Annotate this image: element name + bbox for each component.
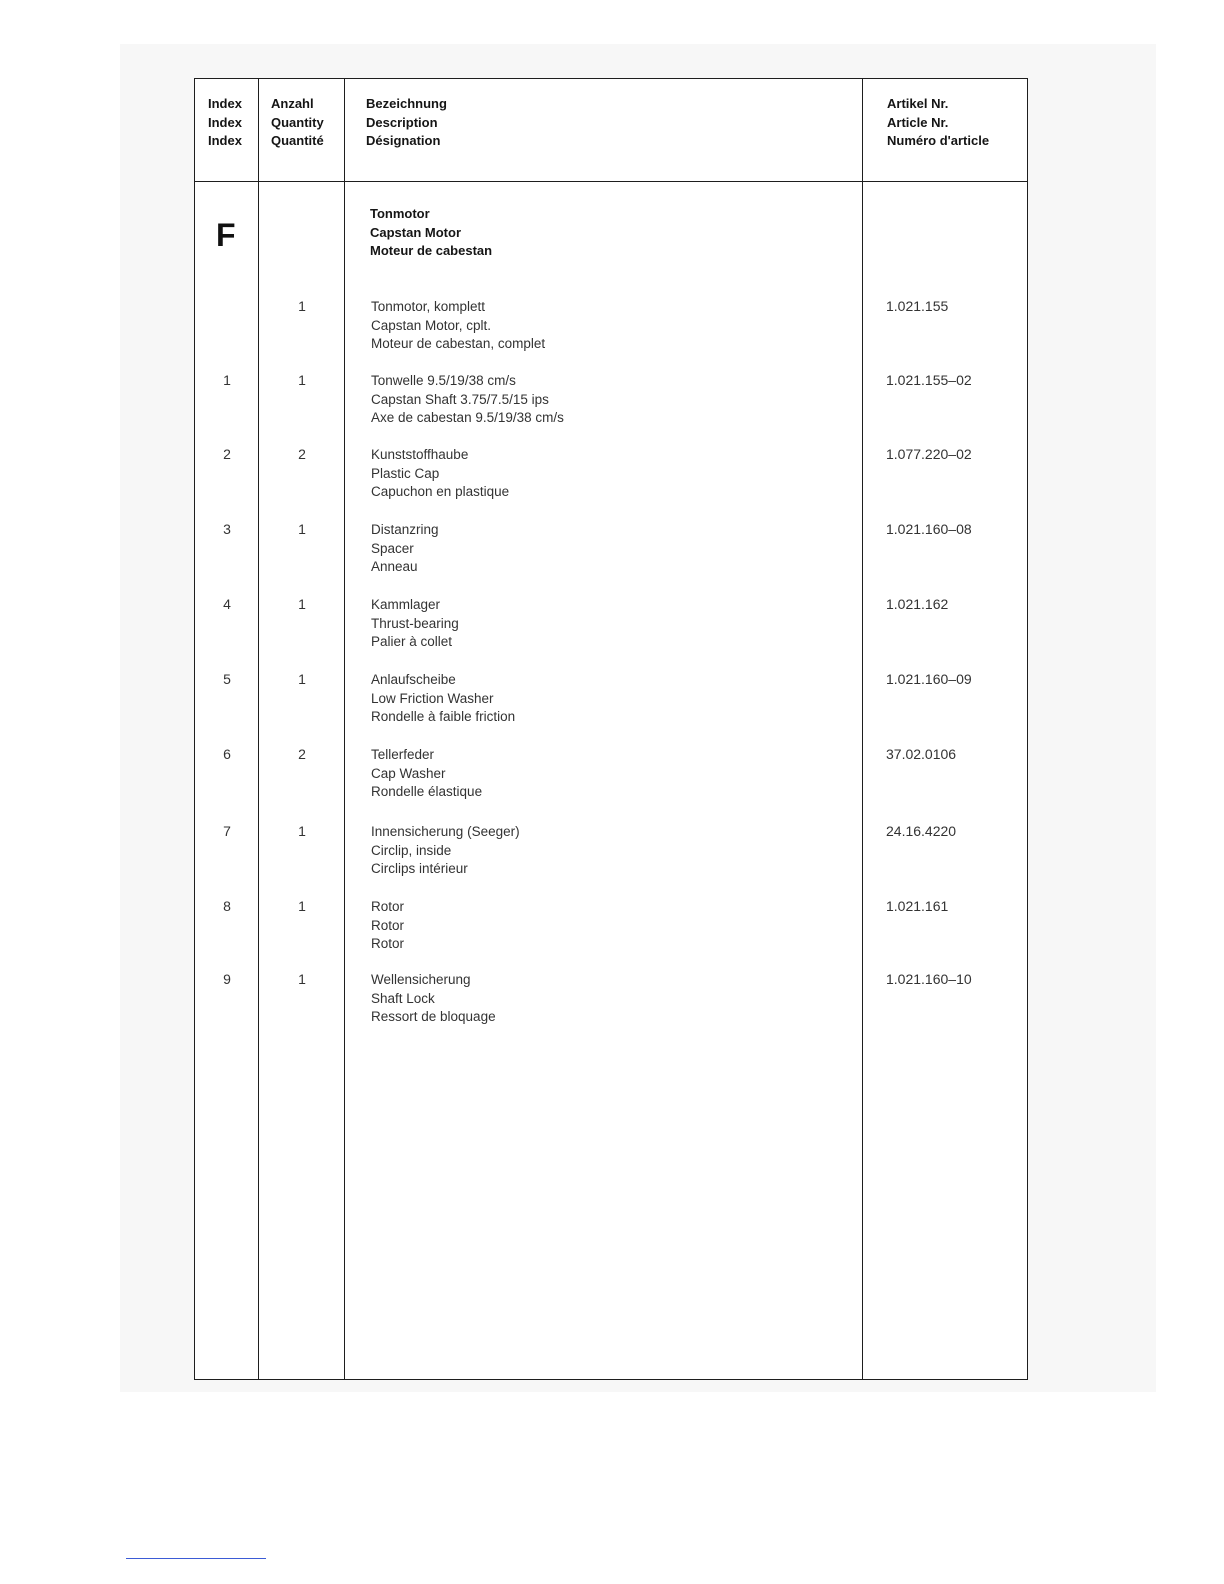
row-description-en: Capstan Shaft 3.75/7.5/15 ips — [371, 391, 549, 407]
header-index-fr: Index — [208, 133, 242, 148]
header-quantity-en: Quantity — [271, 114, 324, 130]
row-index: 6 — [223, 746, 231, 762]
row-description-fr: Circlips intérieur — [371, 861, 468, 876]
row-description-en: Cap Washer — [371, 765, 446, 781]
row-article-number: 1.021.160–08 — [886, 521, 972, 537]
row-article-number: 37.02.0106 — [886, 746, 957, 762]
row-quantity: 2 — [298, 446, 306, 462]
header-index — [208, 95, 242, 151]
section-title-fr: Moteur de cabestan — [370, 243, 493, 258]
header-quantity-fr: Quantité — [271, 133, 324, 148]
row-description-de: Innensicherung (Seeger) — [371, 824, 520, 839]
row-article-number: 1.021.162 — [886, 596, 949, 612]
row-description-en: Rotor — [371, 917, 405, 933]
header-quantity — [271, 95, 324, 151]
row-description-en: Thrust-bearing — [371, 615, 459, 631]
row-description — [371, 446, 509, 502]
row-description — [371, 298, 545, 354]
header-index-de: Index — [208, 96, 242, 111]
row-article-number: 1.021.161 — [886, 898, 949, 914]
row-description-en: Low Friction Washer — [371, 690, 494, 706]
row-description — [371, 971, 496, 1027]
row-description-de: Tonwelle 9.5/19/38 cm/s — [371, 373, 516, 388]
table-row — [195, 746, 1027, 806]
header-article — [887, 95, 989, 151]
row-description-de: Distanzring — [371, 522, 439, 537]
table-row — [195, 823, 1027, 883]
header-description-en: Description — [366, 114, 438, 130]
table-row — [195, 971, 1027, 1031]
table-row — [195, 671, 1027, 731]
row-description-fr: Anneau — [371, 559, 418, 574]
row-index: 1 — [223, 372, 231, 388]
table-row — [195, 446, 1027, 506]
row-description-fr: Moteur de cabestan, complet — [371, 336, 546, 351]
table-row — [195, 372, 1027, 432]
row-article-number: 24.16.4220 — [886, 823, 957, 839]
row-description-fr: Capuchon en plastique — [371, 484, 510, 499]
header-article-en: Article Nr. — [887, 114, 949, 130]
row-description-en: Capstan Motor, cplt. — [371, 317, 492, 333]
row-description — [371, 898, 404, 954]
row-description — [371, 671, 515, 727]
row-description — [371, 746, 482, 802]
row-index: 7 — [223, 823, 231, 839]
row-article-number: 1.021.160–10 — [886, 971, 972, 987]
table-row — [195, 521, 1027, 581]
header-index-en: Index — [208, 114, 242, 130]
row-index: 2 — [223, 446, 231, 462]
table-row — [195, 898, 1027, 958]
row-description-fr: Axe de cabestan 9.5/19/38 cm/s — [371, 410, 564, 425]
header-description — [366, 95, 447, 151]
row-quantity: 1 — [298, 596, 306, 612]
row-description-fr: Palier à collet — [371, 634, 453, 649]
row-description-de: Tellerfeder — [371, 747, 435, 762]
parts-table — [194, 78, 1028, 1380]
row-description-fr: Ressort de bloquage — [371, 1009, 496, 1024]
row-description-de: Tonmotor, komplett — [371, 299, 486, 314]
row-description-de: Anlaufscheibe — [371, 672, 456, 687]
header-divider — [195, 181, 1027, 182]
row-description-de: Rotor — [371, 899, 405, 914]
row-description-fr: Rondelle élastique — [371, 784, 483, 799]
row-description-de: Wellensicherung — [371, 972, 471, 987]
header-article-de: Artikel Nr. — [887, 96, 949, 111]
header-description-fr: Désignation — [366, 133, 441, 148]
row-article-number: 1.021.155 — [886, 298, 949, 314]
table-row — [195, 596, 1027, 656]
section-title-en: Capstan Motor — [370, 224, 461, 240]
row-quantity: 2 — [298, 746, 306, 762]
footer-rule — [126, 1558, 266, 1559]
row-quantity: 1 — [298, 671, 306, 687]
section-letter: F — [216, 217, 236, 253]
row-description-de: Kammlager — [371, 597, 441, 612]
row-index: 5 — [223, 671, 231, 687]
row-quantity: 1 — [298, 298, 306, 314]
header-quantity-de: Anzahl — [271, 96, 314, 111]
row-description — [371, 521, 439, 577]
header-description-de: Bezeichnung — [366, 96, 447, 111]
row-description — [371, 823, 520, 879]
section-title — [370, 205, 492, 261]
row-article-number: 1.021.160–09 — [886, 671, 972, 687]
row-quantity: 1 — [298, 823, 306, 839]
row-index: 9 — [223, 971, 231, 987]
header-article-fr: Numéro d'article — [887, 133, 990, 148]
row-description-fr: Rotor — [371, 936, 405, 951]
row-description — [371, 596, 459, 652]
row-quantity: 1 — [298, 971, 306, 987]
row-description-en: Plastic Cap — [371, 465, 440, 481]
row-description-en: Spacer — [371, 540, 414, 556]
row-article-number: 1.021.155–02 — [886, 372, 972, 388]
row-quantity: 1 — [298, 521, 306, 537]
row-article-number: 1.077.220–02 — [886, 446, 972, 462]
row-quantity: 1 — [298, 898, 306, 914]
row-description — [371, 372, 564, 428]
table-row — [195, 298, 1027, 358]
row-description-de: Kunststoffhaube — [371, 447, 469, 462]
row-index: 3 — [223, 521, 231, 537]
row-quantity: 1 — [298, 372, 306, 388]
row-description-fr: Rondelle à faible friction — [371, 709, 516, 724]
row-index: 4 — [223, 596, 231, 612]
row-index: 8 — [223, 898, 231, 914]
section-title-de: Tonmotor — [370, 206, 430, 221]
row-description-en: Shaft Lock — [371, 990, 435, 1006]
row-description-en: Circlip, inside — [371, 842, 452, 858]
